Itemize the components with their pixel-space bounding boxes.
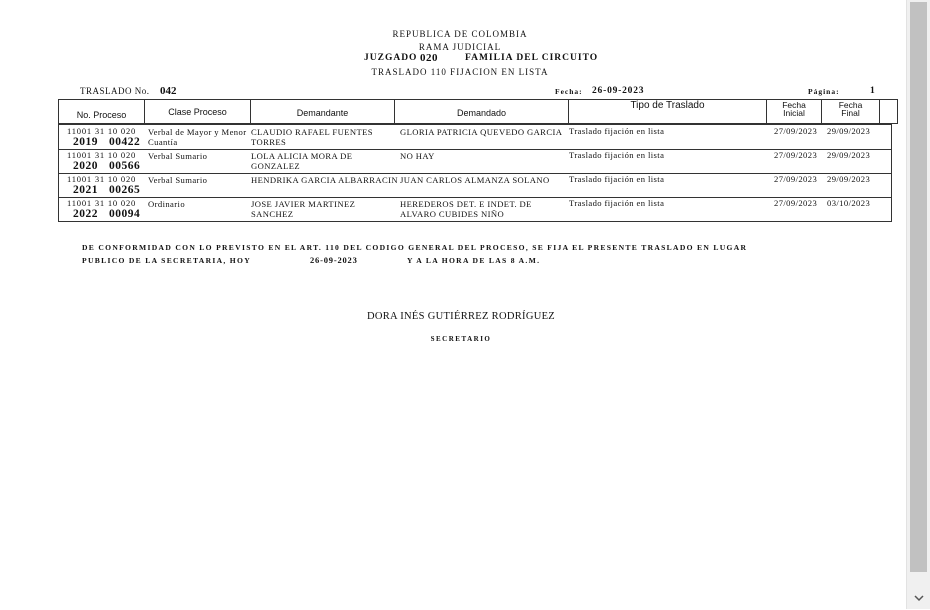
traslado-number: 042 <box>160 85 177 97</box>
publico-date: 26-09-2023 <box>310 255 358 265</box>
demandante-line-1: HENDRIKA GARCIA ALBARRACIN <box>251 175 398 185</box>
demandado-line-1: GLORIA PATRICIA QUEVEDO GARCIA <box>400 127 563 137</box>
demandante-line-1: JOSE JAVIER MARTINEZ <box>251 199 356 209</box>
traslado-label: TRASLADO No. <box>80 86 150 96</box>
proceso-code: 11001 31 10 020 <box>67 126 137 136</box>
proceso-year: 2020 <box>73 160 98 172</box>
proceso-year: 2019 <box>73 136 98 148</box>
pagina-label: Página: <box>808 87 840 96</box>
demandado-line-1: NO HAY <box>400 151 435 161</box>
tipo-traslado: Traslado fijación en lista <box>569 174 665 184</box>
clase-line-1: Verbal Sumario <box>148 151 208 161</box>
col-clase-proceso <box>145 100 251 123</box>
fecha-inicial: 27/09/2023 <box>774 126 818 136</box>
col-clase-label: Clase Proceso <box>168 107 227 117</box>
fecha-value: 26-09-2023 <box>592 86 645 96</box>
table-header <box>58 99 898 124</box>
fecha-final: 29/09/2023 <box>827 150 871 160</box>
demandante-line-1: CLAUDIO RAFAEL FUENTES <box>251 127 373 137</box>
col-fecha-inicial-label-2: Inicial <box>783 108 805 118</box>
fecha-final: 29/09/2023 <box>827 174 871 184</box>
col-fecha-final <box>822 100 880 123</box>
col-tipo-traslado <box>569 100 767 123</box>
conformidad-text: DE CONFORMIDAD CON LO PREVISTO EN EL ART. 110 DEL CODIGO GENERAL DEL PROCESO, SE FIJA EL PRESENTE TRASLADO EN LUGAR <box>82 243 748 252</box>
demandante-line-2: SANCHEZ <box>251 209 294 219</box>
proceso-number: 00094 <box>109 208 141 220</box>
table-row <box>59 149 891 174</box>
fecha-inicial: 27/09/2023 <box>774 198 818 208</box>
publico-text: PUBLICO DE LA SECRETARIA, HOY <box>82 256 251 265</box>
fecha-inicial: 27/09/2023 <box>774 174 818 184</box>
scrollbar-thumb[interactable] <box>910 2 927 572</box>
tipo-traslado: Traslado fijación en lista <box>569 150 665 160</box>
proceso-year: 2022 <box>73 208 98 220</box>
hora-text: Y A LA HORA DE LAS 8 A.M. <box>407 256 541 265</box>
clase-line-2: Cuantía <box>148 137 178 147</box>
tipo-traslado: Traslado fijación en lista <box>569 198 665 208</box>
proceso-code: 11001 31 10 020 <box>67 174 137 184</box>
clase-line-1: Verbal de Mayor y Menor <box>148 127 247 137</box>
col-no-proceso-label: No. Proceso <box>76 110 127 120</box>
header-traslado-type: TRASLADO 110 FIJACION EN LISTA <box>371 67 549 77</box>
proceso-number: 00422 <box>109 136 141 148</box>
col-demandante <box>251 100 395 123</box>
vertical-scrollbar[interactable] <box>906 0 930 609</box>
demandado-line-1: HEREDEROS DET. E INDET. DE <box>400 199 532 209</box>
demandado-line-1: JUAN CARLOS ALMANZA SOLANO <box>400 175 550 185</box>
proceso-year: 2021 <box>73 184 98 196</box>
demandante-line-1: LOLA ALICIA MORA DE <box>251 151 353 161</box>
table-body <box>58 124 892 222</box>
chevron-down-icon[interactable] <box>907 588 930 608</box>
col-demandado <box>395 100 569 123</box>
demandante-line-2: TORRES <box>251 137 287 147</box>
col-fecha-inicial-label-1: Fecha <box>782 100 806 110</box>
col-fecha-final-label-2: Final <box>841 108 860 118</box>
col-no-proceso <box>59 100 145 123</box>
juzgado-name: FAMILIA DEL CIRCUITO <box>465 53 599 63</box>
col-demandado-label: Demandado <box>456 108 507 118</box>
header-rama: RAMA JUDICIAL <box>418 42 502 52</box>
demandado-line-2: ALVARO CUBIDES NIÑO <box>400 209 505 219</box>
fecha-final: 03/10/2023 <box>827 198 871 208</box>
col-fecha-final-label-1: Fecha <box>838 100 863 110</box>
fecha-final: 29/09/2023 <box>827 126 871 136</box>
proceso-number: 00566 <box>109 160 141 172</box>
col-demandante-label: Demandante <box>296 108 349 118</box>
tipo-traslado: Traslado fijación en lista <box>569 126 665 136</box>
proceso-number: 00265 <box>109 184 141 196</box>
fecha-label: Fecha: <box>555 87 583 96</box>
table-row <box>59 125 891 150</box>
signer-role: SECRETARIO <box>430 335 492 343</box>
signer-name: DORA INÉS GUTIÉRREZ RODRÍGUEZ <box>366 311 556 322</box>
juzgado-number: 020 <box>420 52 438 64</box>
clase-line-1: Ordinario <box>148 199 186 209</box>
fecha-inicial: 27/09/2023 <box>774 150 818 160</box>
pagina-value: 1 <box>870 86 875 96</box>
clase-line-1: Verbal Sumario <box>148 175 208 185</box>
header-republic: REPUBLICA DE COLOMBIA <box>392 29 528 39</box>
table-row <box>59 173 891 198</box>
demandante-line-2: GONZALEZ <box>251 161 301 171</box>
col-fecha-inicial <box>767 100 822 123</box>
proceso-code: 11001 31 10 020 <box>67 198 137 208</box>
proceso-code: 11001 31 10 020 <box>67 150 137 160</box>
table-row <box>59 197 891 221</box>
juzgado-label: JUZGADO <box>364 53 418 63</box>
col-tipo-label: Tipo de Traslado <box>630 100 705 111</box>
